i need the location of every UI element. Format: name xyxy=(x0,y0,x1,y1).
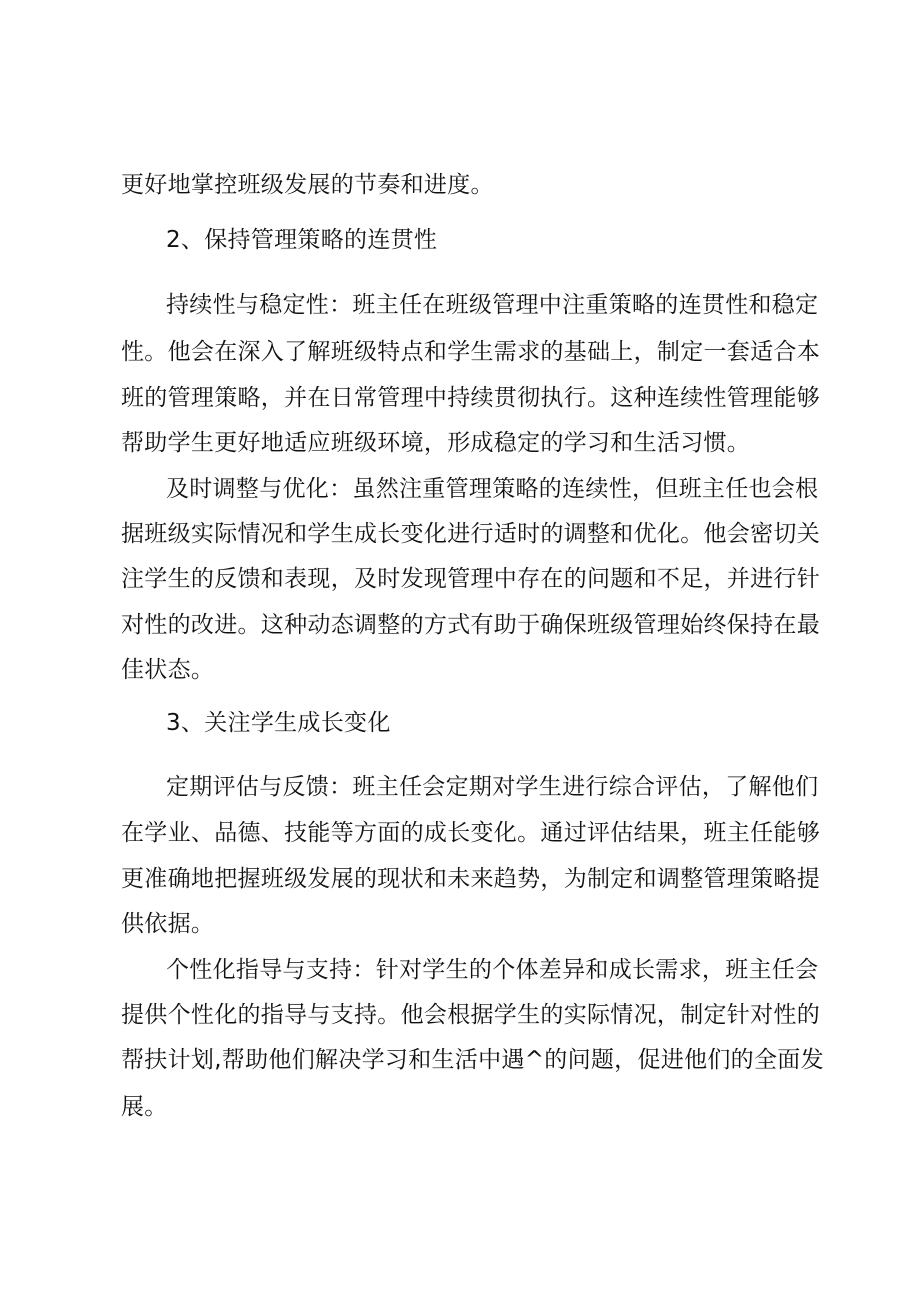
paragraph-line: 帮扶计划,帮助他们解决学习和生活中遇^的问题，促进他们的全面发 xyxy=(121,1047,824,1073)
paragraph-line: 对性的改进。这种动态调整的方式有助于确保班级管理始终保持在最 xyxy=(121,612,820,638)
paragraph-line: 定期评估与反馈：班主任会定期对学生进行综合评估，了解他们 xyxy=(166,774,819,800)
paragraph-line: 注学生的反馈和表现，及时发现管理中存在的问题和不足，并进行针 xyxy=(121,566,820,592)
paragraph-line: 更好地掌控班级发展的节奏和进度。 xyxy=(121,172,494,198)
paragraph-line: 帮助学生更好地适应班级环境，形成稳定的学习和生活习惯。 xyxy=(121,430,751,456)
section-heading: 3、关注学生成长变化 xyxy=(166,710,391,736)
paragraph-line: 个性化指导与支持：针对学生的个体差异和成长需求，班主任会 xyxy=(166,957,819,983)
paragraph-line: 性。他会在深入了解班级特点和学生需求的基础上，制定一套适合本 xyxy=(121,339,820,365)
paragraph-line: 佳状态。 xyxy=(121,657,215,683)
paragraph-line: 提供个性化的指导与支持。他会根据学生的实际情况，制定针对性的 xyxy=(121,1002,820,1028)
paragraph-line: 在学业、品德、技能等方面的成长变化。通过评估结果，班主任能够 xyxy=(121,820,820,846)
paragraph-line: 班的管理策略，并在日常管理中持续贯彻执行。这种连续性管理能够 xyxy=(121,385,820,411)
paragraph-line: 及时调整与优化：虽然注重管理策略的连续性，但班主任也会根 xyxy=(166,476,819,502)
paragraph-line: 据班级实际情况和学生成长变化进行适时的调整和优化。他会密切关 xyxy=(121,521,820,547)
paragraph-line: 展。 xyxy=(121,1094,168,1120)
paragraph-line: 供依据。 xyxy=(121,911,215,937)
section-heading: 2、保持管理策略的连贯性 xyxy=(166,227,438,253)
paragraph-line: 持续性与稳定性：班主任在班级管理中注重策略的连贯性和稳定 xyxy=(166,292,819,318)
paragraph-line: 更准确地把握班级发展的现状和未来趋势，为制定和调整管理策略提 xyxy=(121,866,820,892)
